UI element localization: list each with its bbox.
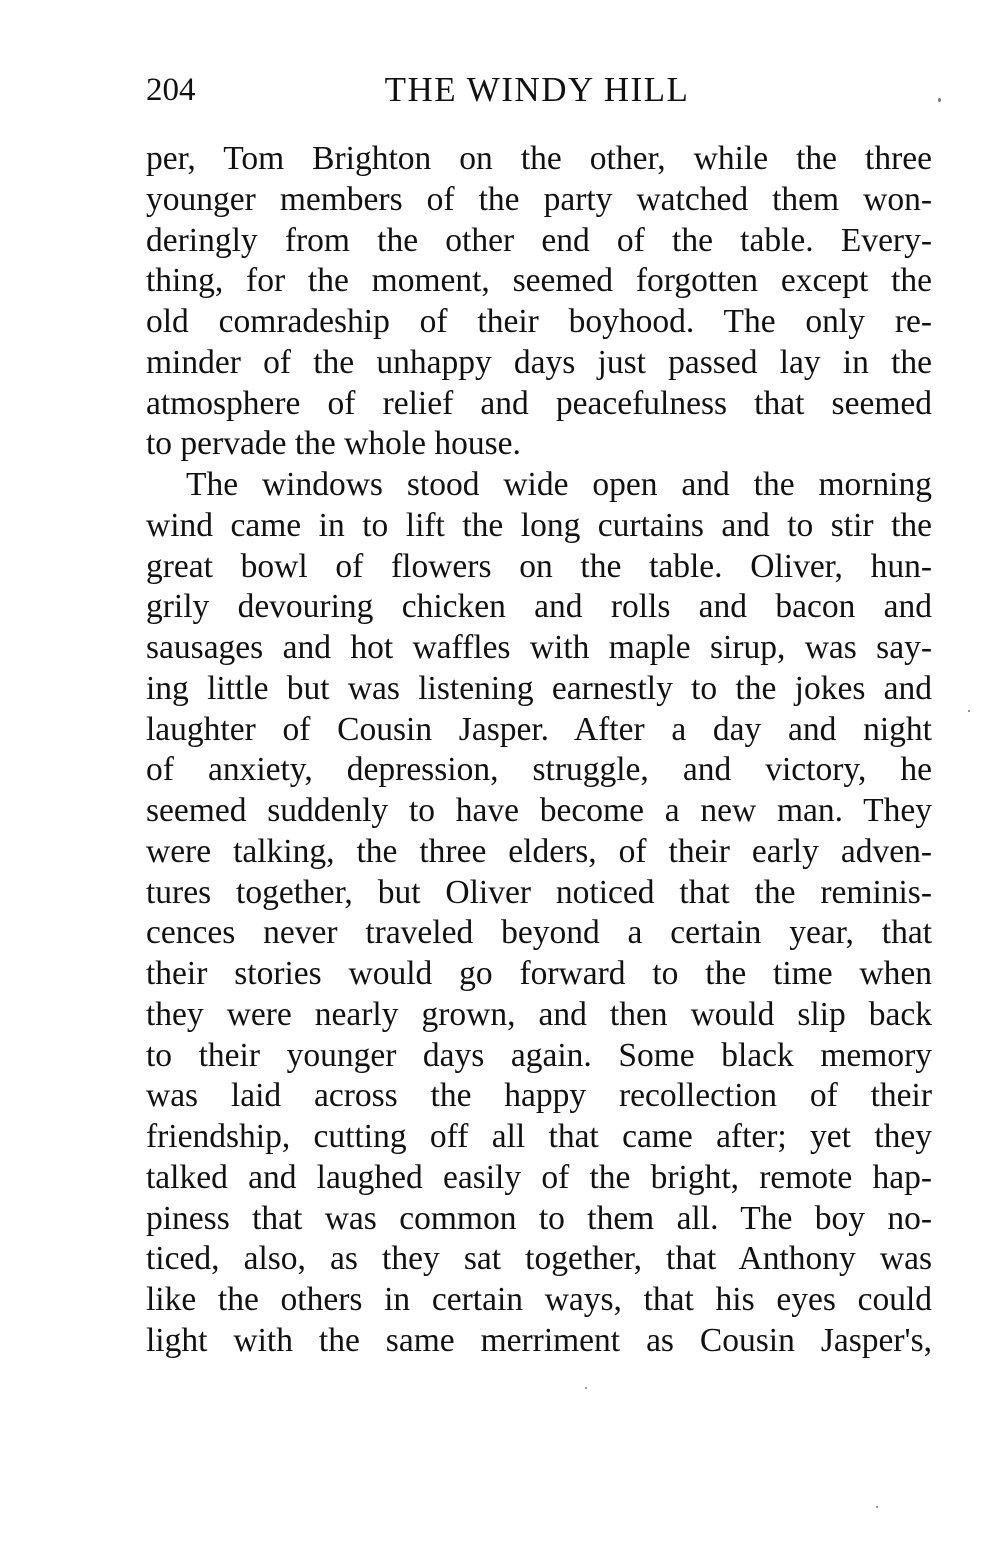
text-line: old comradeship of their boyhood. The only re- <box>146 303 932 340</box>
running-head <box>146 66 928 114</box>
text-line: ing little but was listening earnestly to the jokes and <box>146 669 932 707</box>
text-line: of anxiety, depression, struggle, and victory, he <box>146 751 932 789</box>
text-line: talked and laughed easily of the bright, remote hap- <box>146 1158 932 1196</box>
text-line: sausages and hot waffles with maple sirup, was say- <box>146 629 932 666</box>
body-text <box>146 139 932 1362</box>
text-line: seemed suddenly to have become a new man. They <box>146 792 932 829</box>
text-line: they were nearly grown, and then would slip back <box>146 995 932 1033</box>
scan-speck <box>876 1506 878 1508</box>
text-line: piness that was common to them all. The boy no- <box>146 1199 932 1237</box>
text-line: was laid across the happy recollection of their <box>146 1077 932 1115</box>
scan-speck <box>968 710 970 712</box>
text-line: to their younger days again. Some black memory <box>146 1036 932 1074</box>
text-line: light with the same merriment as Cousin Jasper's, <box>146 1321 932 1359</box>
text-line: ticed, also, as they sat together, that Anthony was <box>146 1240 932 1278</box>
paragraph-2 <box>146 465 932 1362</box>
running-title: THE WINDY HILL <box>384 70 690 109</box>
scan-speck <box>585 1387 587 1389</box>
text-line: great bowl of flowers on the table. Oliver, hun- <box>146 547 932 585</box>
text-line: minder of the unhappy days just passed lay in the <box>146 343 932 381</box>
text-line: laughter of Cousin Jasper. After a day and night <box>146 710 932 748</box>
text-line: per, Tom Brighton on the other, while the three <box>146 140 932 177</box>
text-line: their stories would go forward to the time when <box>146 955 932 992</box>
text-line: The windows stood wide open and the morning <box>186 466 932 503</box>
text-line: cences never traveled beyond a certain year, that <box>146 914 932 952</box>
text-line: grily devouring chicken and rolls and bacon and <box>146 588 932 626</box>
text-line: tures together, but Oliver noticed that the reminis- <box>146 873 932 911</box>
text-line: atmosphere of relief and peacefulness that seemed <box>146 384 932 422</box>
text-line: thing, for the moment, seemed forgotten except the <box>146 262 932 300</box>
text-line: wind came in to lift the long curtains and to stir the <box>146 506 932 544</box>
text-line: to pervade the whole house. <box>146 425 521 463</box>
paragraph-1 <box>146 139 932 465</box>
page-number: 204 <box>146 72 196 108</box>
text-line: friendship, cutting off all that came after; yet they <box>146 1118 932 1155</box>
text-line: like the others in certain ways, that his eyes could <box>146 1281 932 1318</box>
scan-speck <box>938 98 941 102</box>
text-line: deringly from the other end of the table. Every- <box>146 221 932 259</box>
text-line: were talking, the three elders, of their early adven- <box>146 832 932 870</box>
text-line: younger members of the party watched them won- <box>146 180 932 218</box>
